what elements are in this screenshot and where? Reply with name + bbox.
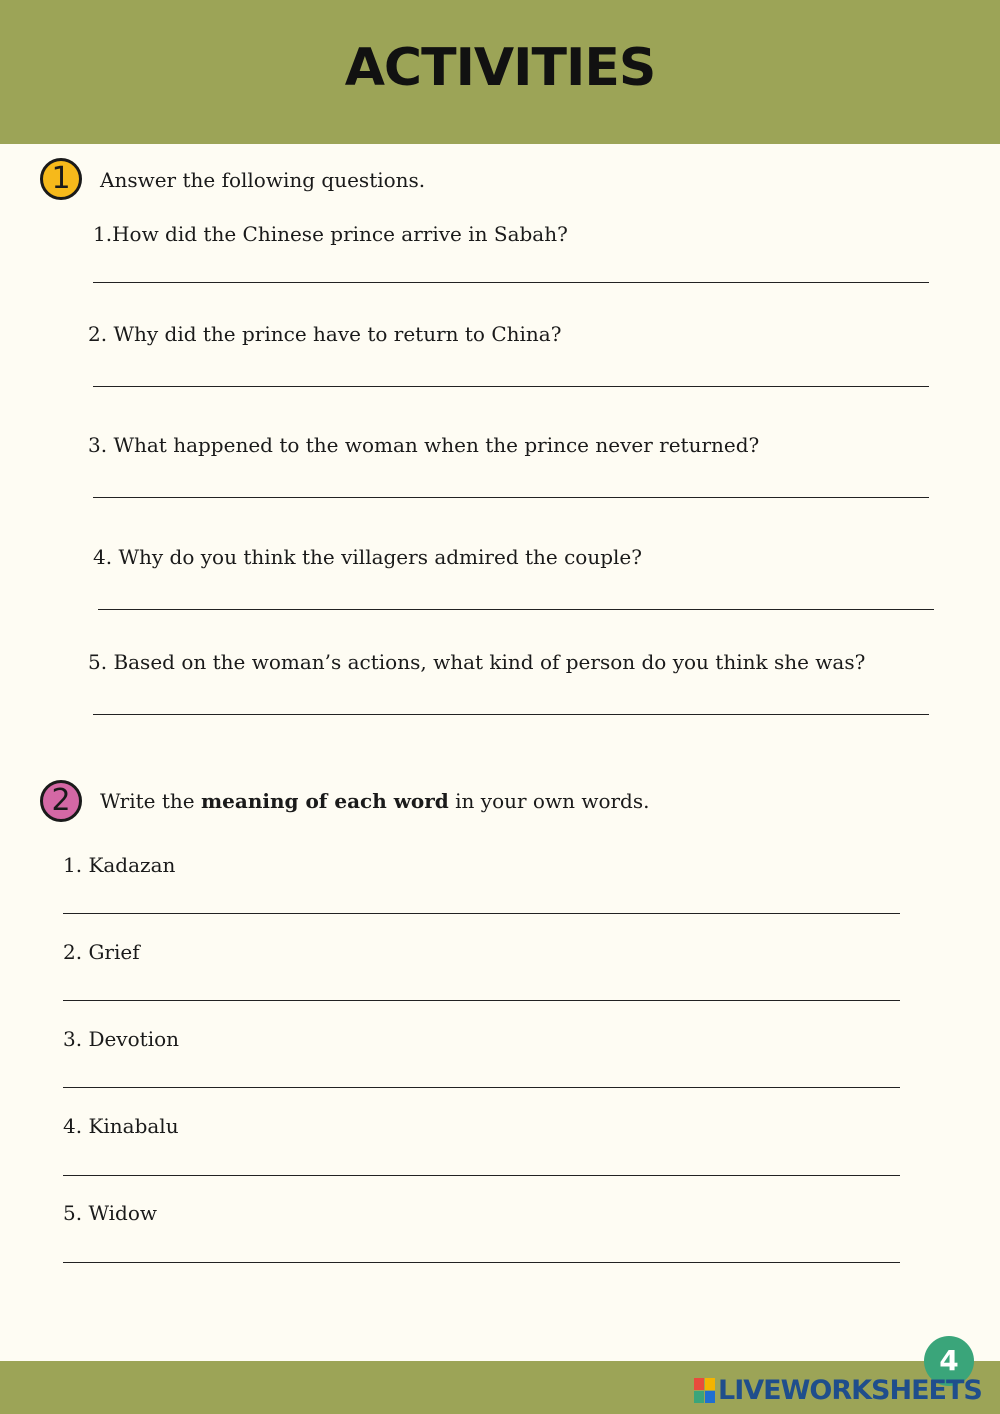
page-number-badge: 4 [924,1336,974,1386]
question-3: 3. What happened to the woman when the prince never returned? [88,433,760,457]
meaning-line-5[interactable] [63,1262,900,1263]
section-2-instruction [100,789,649,813]
section-1-number-badge: 1 [40,158,82,200]
word-2: 2. Grief [63,940,140,964]
section-1-instruction: Answer the following questions. [100,168,426,192]
word-4: 4. Kinabalu [63,1114,179,1138]
instruction-text-post: in your own words. [448,789,650,813]
liveworksheets-grid-icon [694,1378,715,1403]
page-title: ACTIVITIES [344,38,656,98]
answer-line-4[interactable] [98,609,934,610]
word-5: 5. Widow [63,1201,158,1225]
instruction-text-pre: Write the [100,789,201,813]
liveworksheets-logo[interactable] [694,1376,982,1404]
answer-line-3[interactable] [93,497,929,498]
question-5: 5. Based on the woman’s actions, what kind of person do you think she was? [88,650,866,674]
word-1: 1. Kadazan [63,853,176,877]
section-2-number-badge: 2 [40,780,82,822]
meaning-line-1[interactable] [63,913,900,914]
question-4: 4. Why do you think the villagers admired the couple? [93,545,642,569]
instruction-text-bold: meaning of each word [200,789,449,813]
question-2: 2. Why did the prince have to return to China? [88,322,562,346]
meaning-line-3[interactable] [63,1087,900,1088]
answer-line-1[interactable] [93,282,929,283]
meaning-line-4[interactable] [63,1175,900,1176]
answer-line-5[interactable] [93,714,929,715]
question-1: 1.How did the Chinese prince arrive in Sabah? [93,222,568,246]
answer-line-2[interactable] [93,386,929,387]
header-band [0,0,1000,144]
meaning-line-2[interactable] [63,1000,900,1001]
liveworksheets-brand-text: LIVEWORKSHEETS [718,1374,982,1406]
word-3: 3. Devotion [63,1027,180,1051]
